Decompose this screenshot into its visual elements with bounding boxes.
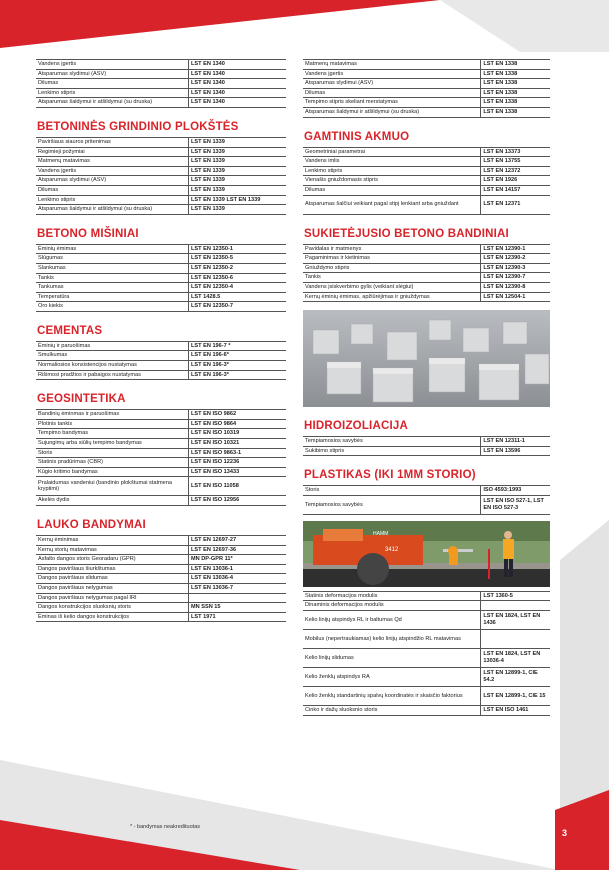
test-name: Ėminių ir paruošimas <box>36 341 189 351</box>
test-name: Kelio linijų atspindys RL ir baltumas Qd <box>303 611 481 630</box>
table-row <box>36 439 286 449</box>
test-name: Lenkimo stipris <box>303 166 481 176</box>
test-name: Vandens įgertis <box>36 166 189 176</box>
test-name: Tankumas <box>36 283 189 293</box>
standard-code: LST EN 1339 <box>189 166 287 176</box>
test-name: Tankis <box>36 273 189 283</box>
standard-code: LST EN 1340 <box>189 60 287 70</box>
table-row <box>36 536 286 546</box>
standard-code: LST EN 1339 <box>189 176 287 186</box>
standard-code: LST EN 13596 <box>481 446 550 456</box>
table-row <box>36 195 286 205</box>
test-name: Vienašis gniuždomasis stipris <box>303 176 481 186</box>
table-row <box>36 341 286 351</box>
right-column <box>303 59 550 716</box>
test-name: Plotinis tankis <box>36 419 189 429</box>
standard-code: LST EN 12350-1 <box>189 244 287 254</box>
test-name: Dangos paviršiaus nelygumas <box>36 583 189 593</box>
test-name: Atsparumas slydimui (ASV) <box>303 79 481 89</box>
test-name: Ėminas iš kelio dangos konstrukcijos <box>36 612 189 622</box>
standard-code: LST EN ISO 10321 <box>189 439 287 449</box>
test-name: Pavidalas ir matmenys <box>303 244 481 254</box>
table-lauko-right <box>303 591 550 716</box>
test-name: Storis <box>36 448 189 458</box>
test-name: Dilumas <box>303 88 481 98</box>
left-section-0 <box>36 59 286 108</box>
standard-code: LST EN ISO 1461 <box>481 706 550 716</box>
table-row <box>303 446 550 456</box>
table-row <box>303 107 550 117</box>
standard-code: LST EN 1339 LST EN 1339 <box>189 195 287 205</box>
table-row <box>303 668 550 687</box>
standard-code: LST EN 1340 <box>189 88 287 98</box>
section-title-lauko: LAUKO BANDYMAI <box>37 519 146 531</box>
table-row <box>36 448 286 458</box>
standard-code: LST EN 12697-27 <box>189 536 287 546</box>
table-row <box>36 166 286 176</box>
test-name: Kūgio kritimo bandymas <box>36 467 189 477</box>
standard-code: LST EN 196-3* <box>189 370 287 380</box>
test-name: Pagaminimas ir kietinimas <box>303 254 481 264</box>
table-row <box>36 98 286 108</box>
table-row <box>303 611 550 630</box>
standard-code: LST EN 1338 <box>481 60 550 70</box>
test-name: Normaliosios konsistencijos nustatymas <box>36 361 189 371</box>
table-row <box>36 477 286 496</box>
table-vandens <box>36 59 286 108</box>
test-name: Matmenų matavimas <box>303 60 481 70</box>
test-name: Oro kiekis <box>36 302 189 312</box>
standard-code: LST EN 196-3* <box>189 361 287 371</box>
standard-code: LST EN ISO 13433 <box>189 467 287 477</box>
standard-code: LST EN 1824, LST EN 1436 <box>481 611 550 630</box>
roller-number: 3412 <box>385 546 399 553</box>
standard-code: LST EN ISO 11058 <box>189 477 287 496</box>
test-name: Pralaidumas vandeniui (bandinio plokštumai statmena kryptimi) <box>36 477 189 496</box>
test-name: Vandens imlis <box>303 157 481 167</box>
standard-code: LST EN 12697-36 <box>189 545 287 555</box>
table-row <box>36 583 286 593</box>
table-row <box>303 601 550 611</box>
standard-code: LST EN 13036-1 <box>189 564 287 574</box>
top-red-wedge <box>0 0 440 48</box>
table-row <box>36 603 286 613</box>
test-name: Atsparumas šaldymui ir atšildymui (su druska) <box>36 98 189 108</box>
test-name: Atsparumas slydimui (ASV) <box>36 69 189 79</box>
test-name: Atsparumas šaldymui ir atšildymui (su druska) <box>303 107 481 117</box>
table-row <box>303 176 550 186</box>
test-name: Slankumas <box>36 263 189 273</box>
standard-code: LST EN 1338 <box>481 79 550 89</box>
test-name: Atsparumas slydimui (ASV) <box>36 176 189 186</box>
standard-code: LST EN 1339 <box>189 137 287 147</box>
test-name: Kelio ženklų atspindys RA <box>303 668 481 687</box>
standard-code: LST EN 12350-5 <box>189 254 287 264</box>
table-row <box>303 166 550 176</box>
table-row <box>303 244 550 254</box>
table-row <box>36 302 286 312</box>
table-row <box>303 88 550 98</box>
table-row <box>303 254 550 264</box>
standard-code: LST EN 12899-1, CIE 54.2 <box>481 668 550 687</box>
standard-code: LST EN 1338 <box>481 107 550 117</box>
standard-code: LST EN 12371 <box>481 195 550 214</box>
table-row <box>36 157 286 167</box>
standard-code: LST EN 13036-4 <box>189 574 287 584</box>
test-name: Statinis deformacijos modulis <box>303 591 481 601</box>
standard-code <box>189 593 287 603</box>
table-row <box>303 292 550 302</box>
standard-code: LST EN 12390-7 <box>481 273 550 283</box>
table-row <box>36 410 286 420</box>
test-name: Vandens įgertis <box>36 60 189 70</box>
table-trinkeles <box>303 59 550 118</box>
test-name: Smulkumas <box>36 351 189 361</box>
test-name: Dilumas <box>36 79 189 89</box>
test-name: Geometriniai parametrai <box>303 147 481 157</box>
test-name: Tankis <box>303 273 481 283</box>
table-row <box>303 185 550 195</box>
test-name: Ėminių ėmimas <box>36 244 189 254</box>
standard-code: LST EN 1824, LST EN 13036-4 <box>481 649 550 668</box>
standard-code: LST EN 1339 <box>189 185 287 195</box>
standard-code: LST EN 1339 <box>189 147 287 157</box>
test-name: Dilumas <box>36 185 189 195</box>
test-name: Rišimosi pradžios ir pabaigos nustatymas <box>36 370 189 380</box>
table-row <box>303 98 550 108</box>
standard-code: LST 1428.5 <box>189 292 287 302</box>
standard-code: LST EN 1339 <box>189 157 287 167</box>
standard-code: LST 1360-5 <box>481 591 550 601</box>
standard-code: LST EN 1338 <box>481 88 550 98</box>
table-row <box>303 649 550 668</box>
table-cementas <box>36 341 286 380</box>
standard-code: LST EN ISO 9862 <box>189 410 287 420</box>
roller-label: HAMM <box>373 530 389 537</box>
table-plastikas <box>303 485 550 515</box>
test-name: Tempiamosios savybės <box>303 437 481 447</box>
table-row <box>303 273 550 283</box>
standard-code: MN DP-GPR 11* <box>189 555 287 565</box>
test-name: Dangos konstrukcijos sluoksnių storis <box>36 603 189 613</box>
standard-code: LST EN 12390-8 <box>481 282 550 292</box>
standard-code <box>481 630 550 649</box>
standard-code: LST EN 12350-6 <box>189 273 287 283</box>
table-row <box>36 60 286 70</box>
table-row <box>36 351 286 361</box>
table-row <box>303 282 550 292</box>
table-row <box>36 185 286 195</box>
standard-code: LST EN 13036-7 <box>189 583 287 593</box>
test-name: Dangos paviršiaus nelygumas pagal IRI <box>36 593 189 603</box>
table-geosintetika <box>36 409 286 506</box>
table-row <box>303 157 550 167</box>
standard-code: LST EN ISO 10319 <box>189 429 287 439</box>
standard-code <box>481 601 550 611</box>
standard-code: LST 1971 <box>189 612 287 622</box>
test-name: Vandens įgertis <box>303 69 481 79</box>
table-grindinio <box>36 137 286 215</box>
standard-code: LST EN 12390-2 <box>481 254 550 264</box>
table-row <box>36 593 286 603</box>
table-row <box>303 687 550 706</box>
standard-code: LST EN ISO 12956 <box>189 496 287 506</box>
standard-code: MN SSN 15 <box>189 603 287 613</box>
table-row <box>36 496 286 506</box>
table-row <box>303 486 550 496</box>
section-title-grindinio: BETONINĖS GRINDINIO PLOKŠTĖS <box>37 120 239 133</box>
test-name: Lenkimo stipris <box>36 88 189 98</box>
table-row <box>303 495 550 514</box>
table-lauko <box>36 535 286 622</box>
section-title-geosintetika: GEOSINTETIKA <box>37 393 126 406</box>
test-name: Atsparumas šaldymui ir atšildymui (su druska) <box>36 205 189 215</box>
standard-code: LST EN 1339 <box>189 205 287 215</box>
test-name: Dangos paviršiaus slidumas <box>36 574 189 584</box>
table-hidroizoliacija <box>303 436 550 456</box>
table-row <box>36 69 286 79</box>
test-name: Kernų storių matavimas <box>36 545 189 555</box>
table-row <box>303 437 550 447</box>
test-name: Dilumas <box>303 185 481 195</box>
table-row <box>36 263 286 273</box>
table-row <box>36 205 286 215</box>
test-name: Sukibimo stipris <box>303 446 481 456</box>
table-row <box>36 88 286 98</box>
standard-code: LST EN ISO 527-1, LST EN ISO 527-3 <box>481 495 550 514</box>
table-row <box>303 195 550 214</box>
test-name: Atsparumas šalčiui veikiant pagal stipį lenkiant arba gniuždant <box>303 195 481 214</box>
table-misiniai <box>36 244 286 312</box>
test-name: Kernų ėminių ėmimas, apžiūrėjimas ir gniuždymas <box>303 292 481 302</box>
standard-code: LST EN 1338 <box>481 98 550 108</box>
section-title-cementas: CEMENTAS <box>37 324 103 337</box>
concrete-cubes-photo <box>303 310 550 407</box>
table-gamtinis <box>303 147 550 215</box>
table-row <box>36 564 286 574</box>
standard-code: ISO 4593:1993 <box>481 486 550 496</box>
test-name: Lenkimo stipris <box>36 195 189 205</box>
table-row <box>303 591 550 601</box>
test-name: Vandens įsiskverbimo gylis (veikiant slėgiui) <box>303 282 481 292</box>
table-row <box>303 706 550 716</box>
table-row <box>36 429 286 439</box>
test-name: Bandinių ėminmas ir paruošimas <box>36 410 189 420</box>
standard-code: LST EN 12899-1, CIE 15 <box>481 687 550 706</box>
test-name: Akelės dydis <box>36 496 189 506</box>
table-row <box>36 176 286 186</box>
table-row <box>36 458 286 468</box>
table-row <box>303 69 550 79</box>
test-name: Cinko ir dažų sluoksnio storis <box>303 706 481 716</box>
standard-code: LST EN ISO 12236 <box>189 458 287 468</box>
page-number: 3 <box>562 828 568 838</box>
standard-code: LST EN ISO 9863-1 <box>189 448 287 458</box>
left-column <box>36 59 286 622</box>
standard-code: LST EN 1338 <box>481 69 550 79</box>
test-name: Mobilus (nepertraukiamas) kelio linijų atspindžio RL matavimas <box>303 630 481 649</box>
table-row <box>36 254 286 264</box>
standard-code: LST EN 196-7 * <box>189 341 287 351</box>
standard-code: LST EN 12311-1 <box>481 437 550 447</box>
standard-code: LST EN 13755 <box>481 157 550 167</box>
test-name: Tempimo bandymas <box>36 429 189 439</box>
standard-code: LST EN 1340 <box>189 69 287 79</box>
test-name: Gniuždymo stipris <box>303 263 481 273</box>
table-row <box>36 467 286 477</box>
standard-code: LST EN 12350-2 <box>189 263 287 273</box>
table-row <box>303 263 550 273</box>
test-name: Sujungimų arba siūlių tempimo bandymas <box>36 439 189 449</box>
standard-code: LST EN 12350-4 <box>189 283 287 293</box>
standard-code: LST EN 12390-1 <box>481 244 550 254</box>
test-name: Regimieji požymiai <box>36 147 189 157</box>
standard-code: LST EN 1926 <box>481 176 550 186</box>
standard-code: LST EN 196-6* <box>189 351 287 361</box>
test-name: Statinis pradūrimas (CBR) <box>36 458 189 468</box>
section-title-hidroizoliacija: HIDROIZOLIACIJA <box>304 420 408 433</box>
test-name: Tempimo stipris skeliant merstatymas <box>303 98 481 108</box>
standard-code: LST EN 12350-7 <box>189 302 287 312</box>
footnote: * - bandymas neakredituotas <box>130 824 201 830</box>
table-row <box>36 147 286 157</box>
table-row <box>36 244 286 254</box>
standard-code: LST EN 12504-1 <box>481 292 550 302</box>
test-name: Paviršiaus siauros pritenimas <box>36 137 189 147</box>
table-row <box>303 79 550 89</box>
test-name: Storis <box>303 486 481 496</box>
table-row <box>36 361 286 371</box>
table-row <box>36 555 286 565</box>
standard-code: LST EN 13373 <box>481 147 550 157</box>
test-name: Dinaminis deformacijos modulis <box>303 601 481 611</box>
section-title-misiniai: BETONO MIŠINIAI <box>37 227 139 240</box>
table-row <box>303 60 550 70</box>
table-row <box>36 79 286 89</box>
table-row <box>36 545 286 555</box>
test-name: Slūgumas <box>36 254 189 264</box>
section-title-plastikas: PLASTIKAS (IKI 1MM STORIO) <box>304 469 476 482</box>
standard-code: LST EN 1340 <box>189 98 287 108</box>
road-roller-photo <box>303 521 550 587</box>
table-sukietejusio <box>303 244 550 303</box>
standard-code: LST EN 14157 <box>481 185 550 195</box>
table-row <box>36 419 286 429</box>
table-row <box>303 630 550 649</box>
section-title-gamtinis: GAMTINIS AKMUO <box>304 130 410 143</box>
test-name: Tempiamosios savybės <box>303 495 481 514</box>
table-row <box>36 574 286 584</box>
test-name: Kernų ėminimas <box>36 536 189 546</box>
test-name: Dangos paviršiaus šiurkštumas <box>36 564 189 574</box>
table-row <box>303 147 550 157</box>
test-name: Matmenų matavimas <box>36 157 189 167</box>
table-row <box>36 370 286 380</box>
standard-code: LST EN 12390-3 <box>481 263 550 273</box>
standard-code: LST EN 1340 <box>189 79 287 89</box>
test-name: Kelio ženklų standartinių spalvų koordinatės ir skaisčio faktorius <box>303 687 481 706</box>
table-row <box>36 137 286 147</box>
standard-code: LST EN ISO 9864 <box>189 419 287 429</box>
test-name: Temperatūra <box>36 292 189 302</box>
table-row <box>36 283 286 293</box>
section-title-sukietejusio: SUKIETĖJUSIO BETONO BANDINIAI <box>304 227 509 240</box>
table-row <box>36 273 286 283</box>
test-name: Kelio linijų slidumas <box>303 649 481 668</box>
table-row <box>36 612 286 622</box>
standard-code: LST EN 12372 <box>481 166 550 176</box>
table-row <box>36 292 286 302</box>
test-name: Asfalto dangos storis Georadaru (GPR) <box>36 555 189 565</box>
